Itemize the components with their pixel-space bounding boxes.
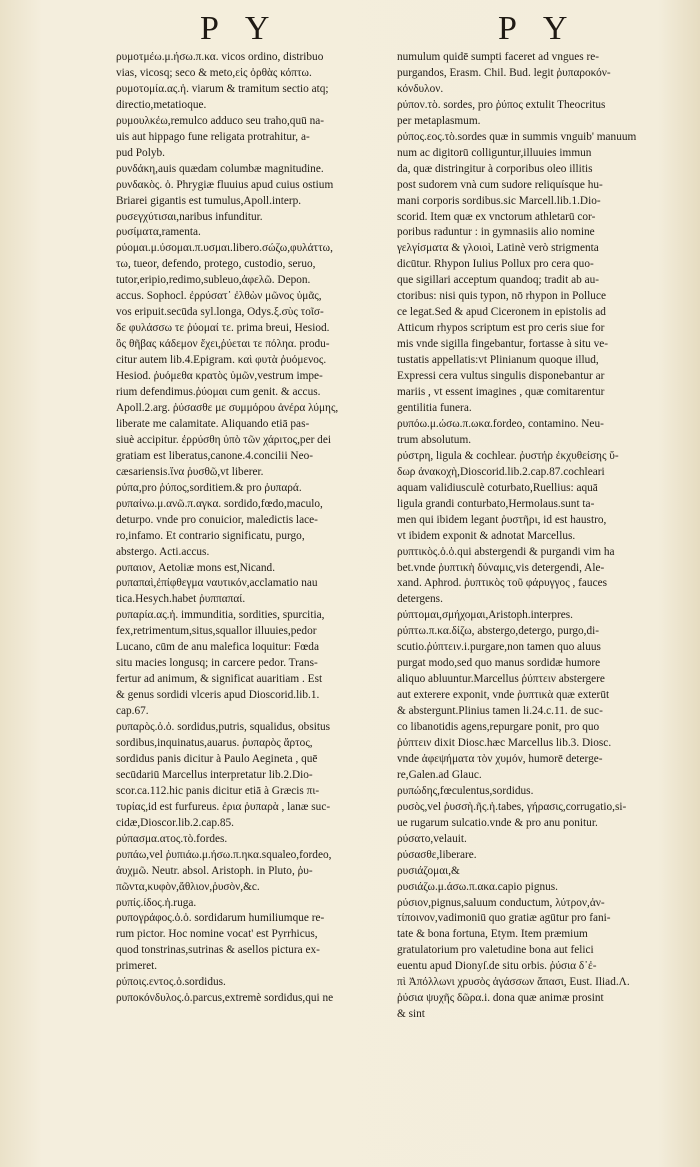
text-line: trum absolutum. [397, 433, 472, 446]
text-line: τίποινον,vadimoniū quo gratiæ agūtur pro fani- [397, 912, 611, 925]
text-line: gratiam est liberatus,canone.4.concilii Neo- [116, 449, 313, 462]
text-line: secūdariū Marcellus interpretatur lib.2.Dio- [116, 768, 313, 781]
text-line: primeret. [116, 960, 158, 973]
text-line: rum pictor. Hoc nomine vocat' est Pyrrhicus, [116, 928, 318, 941]
text-line: quod tonstrinas,sutrinas & asellos pictura ex- [116, 944, 320, 957]
text-line: cap.67. [116, 705, 149, 718]
text-line: ρυπίς.ίδος.ἡ.ruga. [116, 896, 197, 909]
text-line: τω, tueor, defendo, protego, custodio, seruo, [116, 258, 316, 271]
text-line: ῥύπτειν dixit Diosc.hæc Marcellus lib.3. Diosc. [397, 736, 612, 749]
text-line: ρύπα,pro ῥύπος,sorditiem.& pro ῥυπαρά. [116, 481, 302, 494]
text-line: ρυπογράφος.ὁ.ὁ. sordidarum humiliumque re- [116, 912, 325, 925]
text-line: ρυπαρὸς.ὁ.ὁ. sordidus,putris, squalidus, obsitus [116, 721, 331, 734]
text-line: ro,infamo. Et contrario significatu, purgo, [116, 529, 305, 542]
text-line: mariis , vt essent imagines , quæ comitarentur [397, 386, 605, 399]
text-line: poribus raduntur : in gymnasiis alio nomine [397, 226, 595, 239]
text-line: κόνδυλον. [397, 82, 444, 95]
text-line: vias, vicosq; seco & meto,εἰς ὀρθὰς κόπτω. [116, 66, 312, 79]
text-line: ρύπτω.π.κα.δίζω, abstergo,detergo, purgo,di- [397, 625, 600, 638]
text-line: πὶ Ἀπόλλωνι χρυσὸς ἀγάσσων ἅπασι, Eust. Iliad.Λ. [397, 976, 630, 989]
text-line: re,Galen.ad Glauc. [397, 768, 482, 781]
text-line: cidæ,Dioscor.lib.2.cap.85. [116, 816, 234, 829]
text-line: pud Polyb. [116, 146, 165, 159]
text-line: purgat modo,sed quo manus sordidæ humore [397, 657, 601, 670]
text-line: ρυσὸς,vel ῥυσσὴ.ῆς.ἡ.tabes, γήρασις,corrugatio,si- [397, 800, 627, 813]
text-line: δωρ ἀνακοχὴ,Dioscorid.lib.2.cap.87.cochleari [397, 465, 605, 478]
text-line: per metaplasmum. [397, 114, 481, 127]
text-line: sordidus panis dicitur à Paulo Aegineta , quē [116, 752, 318, 765]
text-line: deturpo. vnde pro conuicior, maledictis lace- [116, 513, 318, 526]
text-line: ρύπος.εος.τὸ.sordes quæ in summis vnguib' manuum [397, 130, 637, 143]
text-line: Apoll.2.arg. ῥύσασθε με συμμόρου ἀνέρα λύμης, [116, 401, 339, 414]
text-line: ρυνδάκη,auis quædam columbæ magnitudine. [116, 162, 324, 175]
text-line: Lucano, cūm de anu malefica loquitur: Fœda [116, 641, 319, 654]
text-line: ρυπαρία.ας.ἡ. immunditia, sordities, spurcitia, [116, 609, 325, 622]
text-line: ρυμοτομία.ας.ἡ. viarum & tramitum sectio atq; [116, 82, 329, 95]
text-line: ctoribus: nisi quis typon, nō rhypon in Polluce [397, 290, 606, 303]
text-line: tate & bona fortuna, Etym. Item præmium [397, 928, 588, 941]
text-line: ρυμοτμέω.μ.ήσω.π.κα. vicos ordino, distribuo [116, 51, 324, 63]
text-line: ρυνδακὸς. ὁ. Phrygiæ fluuius apud cuius ostium [116, 178, 334, 191]
text-line: euentu apud Dionyſ.de situ orbis. ῥύσια δ᾽ἐ- [397, 960, 597, 973]
text-line: mis vnde sigilla fingebantur, fortasse à situ ve- [397, 338, 609, 351]
text-line: ρυμουλκέω,remulco adduco seu traho,quū na- [116, 114, 324, 127]
text-line: sordibus,inquinatus,auarus. ῥυπαρὸς ἄρτος, [116, 736, 313, 749]
text-line: mani corporis sordibus.sic Marcell.lib.1.Dio- [397, 194, 601, 207]
text-line: co libanotidis agens,repurgare ponit, pro quo [397, 721, 600, 734]
text-line: Briarei gigantis est tumulus,Apoll.interp. [116, 194, 302, 207]
text-line: ἀυχμῶ. Neutr. absol. Aristoph. in Pluto, ῥυ- [116, 864, 313, 877]
text-line: tutor,eripio,redimo,subleuo,ἀφελῶ. Depon. [116, 274, 311, 287]
text-line: & abstergunt.Plinius tamen li.24.c.11. de suc- [397, 705, 603, 718]
text-line: purgandos, Erasm. Chil. Bud. legit ῥυπαροκόν- [397, 66, 611, 79]
text-line: ρύπασμα.ατος.τὸ.fordes. [116, 832, 228, 845]
text-line: γελγίσματα & γλοιοὶ, Latinè verò strigmenta [397, 242, 599, 255]
right-running-head: P Y [498, 10, 578, 47]
text-line: ρύστρη, ligula & cochlear. ῥυστήρ ἐκχυθείσης ὕ- [397, 449, 619, 462]
text-line: scorid. Item quæ ex vnctorum athletarū cor- [397, 210, 596, 223]
text-line: ρυσεγχύτισαι,naribus infunditur. [116, 210, 263, 223]
text-line: ce legat.Sed & apud Ciceronem in epistolis ad [397, 306, 606, 319]
page-header [0, 10, 700, 48]
text-line: ρύπτομαι,σμήχομαι,Aristoph.interpres. [397, 609, 573, 622]
text-line: numulum quidē sumpti faceret ad vngues re- [397, 51, 600, 63]
text-line: ρύσιον,pignus,saluum conductum, λύτρον,ἀν- [397, 896, 605, 909]
text-line: ρυπαιον, Aetoliæ mons est,Nicand. [116, 561, 276, 574]
text-line: ρυσιάζω.μ.άσω.π.ακα.capio pignus. [397, 880, 558, 893]
text-line: ρυσίματα,ramenta. [116, 226, 201, 239]
text-line: gentilitia funera. [397, 401, 472, 414]
text-line: aliquo abluuntur.Marcellus ῥύπτειν abstergere [397, 673, 605, 686]
text-line: gratulatorium pro valetudine bona aut felici [397, 944, 594, 957]
text-line: ρύπον.τὸ. sordes, pro ῥύπος extulit Theocritus [397, 98, 606, 111]
text-line: πῶντα,κυφὸν,ἄθλιον,ῥυσὸν,&c. [116, 880, 260, 893]
left-column [116, 50, 396, 1007]
text-line: que sigillari acceptum quandoq; tradit ab au- [397, 274, 600, 287]
text-line: bet.vnde ῥυπτικὴ δύναμις,vis detergendi, Ale- [397, 561, 605, 574]
text-line: δε φυλάσσω τε ῥύομαί τε. prima breui, Hesiod. [116, 322, 330, 335]
text-line: ρυπτικὸς.ὁ.ὁ.qui abstergendi & purgandi vim ha [397, 545, 615, 558]
text-line: accus. Sophocl. ἐρρύσατ᾽ ἐλθὼν μῶνος ὑμᾶς, [116, 290, 322, 303]
text-line: da, quæ distringitur à corporibus oleo illitis [397, 162, 593, 175]
text-line: aquam validiusculè coturbato,Ruellius: aquā [397, 481, 598, 494]
text-line: siuè accipitur. ἐρρύσθη ὑπὸ τῶν χάριτος,per dei [116, 433, 331, 446]
text-line: ῥύσια ψυχῆς δῶρα.i. dona quæ animæ prosint [397, 992, 604, 1005]
text-line: Atticum rhypos scriptum est pro ceris siue for [397, 322, 605, 335]
left-running-head: P Y [200, 10, 280, 47]
text-line: aut exterere exponit, vnde ῥυπτικὰ quæ exterūt [397, 689, 610, 702]
text-line: ρύποις.εντος.ὁ.sordidus. [116, 976, 226, 989]
text-line: directio,metatioque. [116, 98, 207, 111]
text-line: abstergo. Acti.accus. [116, 545, 210, 558]
text-line: xand. Aphrod. ῥυπτικὸς τοῦ φάρυγγος , fauces [397, 577, 608, 590]
text-line: Hesiod. ῥυόμεθα κρατὸς ὑμῶν,vestrum impe- [116, 370, 323, 383]
text-line: fertur ad animum, & significat auaritiam . Est [116, 673, 323, 686]
text-line: ὃς θῆβας κάδεμον ἔχει,ῥύεται τε πόληα. produ- [116, 338, 330, 351]
text-line: situ macies longusq; in carcere pedor. Trans- [116, 657, 318, 670]
text-line: ue rugarum sulcatio.vnde & pro anu ponitur. [397, 816, 598, 829]
text-line: uis aut hippago fune religata protrahitur, a- [116, 130, 310, 143]
text-line: τυρίας,id est furfureus. ἐρια ῥυπαρὰ , lanæ suc- [116, 800, 331, 813]
text-line: tustatis appellatis:vt Plinianum quoque illud, [397, 354, 599, 367]
text-line: ρυπόω.μ.ώσω.π.ωκα.fordeo, contamino. Neu- [397, 417, 604, 430]
text-line: Expressi cera vultus singulis disponebantur ar [397, 370, 605, 383]
text-line: & genus sordidi vlceris apud Dioscorid.lib.1. [116, 689, 320, 702]
text-line: liberate me calamitate. Aliquando etiā pas- [116, 417, 310, 430]
text-line: ρυσιάζομαι,& [397, 864, 460, 877]
text-line: cæsariensis.ἵνα ῥυσθῶ,vt liberer. [116, 465, 264, 478]
text-line: ρυπώδης,fœculentus,sordidus. [397, 784, 534, 797]
text-line: & sint [397, 1008, 425, 1021]
text-line: ligula grandi conturbato,Hermolaus.sunt ta- [397, 497, 595, 510]
text-line: fex,retrimentum,situs,squallor illuuies,pedor [116, 625, 317, 638]
text-line: post sudorem vnà cum sudore reliquísque hu- [397, 178, 603, 191]
text-line: detergens. [397, 593, 443, 606]
text-line: tica.Hesych.habet ῥυππαπαί. [116, 593, 246, 606]
text-line: vt ibidem exponit & adnotat Marcellus. [397, 529, 576, 542]
text-line: scutio.ῥύπτειν.i.purgare,non tamen quo aluus [397, 641, 601, 654]
text-line: citur autem lib.4.Epigram. καὶ φυτὰ ῥυόμενος. [116, 354, 327, 367]
text-line: vos eripuit.secūda syl.longa, Odys.ξ.σὺς τοῖσ- [116, 306, 324, 319]
text-line: men qui ibidem legant ῥυστῆρι, id est haustro, [397, 513, 607, 526]
text-line: num ac digitorū colliguntur,illuuies immun [397, 146, 592, 159]
text-line: ρυπαπαὶ,ἐπίφθεγμα ναυτικόν,acclamatio nau [116, 577, 318, 590]
text-line: ρύσασθε,liberare. [397, 848, 477, 861]
text-line: vnde ἀφεψήματα τὸν χυμόν, humorē deterge- [397, 752, 603, 765]
text-line: ρύομαι.μ.ύσομαι.π.υσμαι.libero.σώζω,φυλάττω, [116, 242, 333, 255]
text-line: ρύσατο,velauit. [397, 832, 467, 845]
text-line: ρυπάω,vel ῥυπιάω.μ.ήσω.π.ηκα.squaleo,fordeo, [116, 848, 332, 861]
text-line: scor.ca.112.hic panis dicitur etiā à Græcis πι- [116, 784, 320, 797]
text-line: ρυπαίνω.μ.ανῶ.π.αγκα. sordido,fœdo,maculo, [116, 497, 323, 510]
text-line: dicūtur. Rhypon Iulius Pollux pro cera quo- [397, 258, 594, 271]
text-line: rium defendimus.ῥύομαι cum genit. & accus. [116, 386, 321, 399]
text-line: ρυποκόνδυλος.ὁ.parcus,extremè sordidus,qui ne [116, 992, 334, 1005]
right-column [397, 50, 677, 1023]
